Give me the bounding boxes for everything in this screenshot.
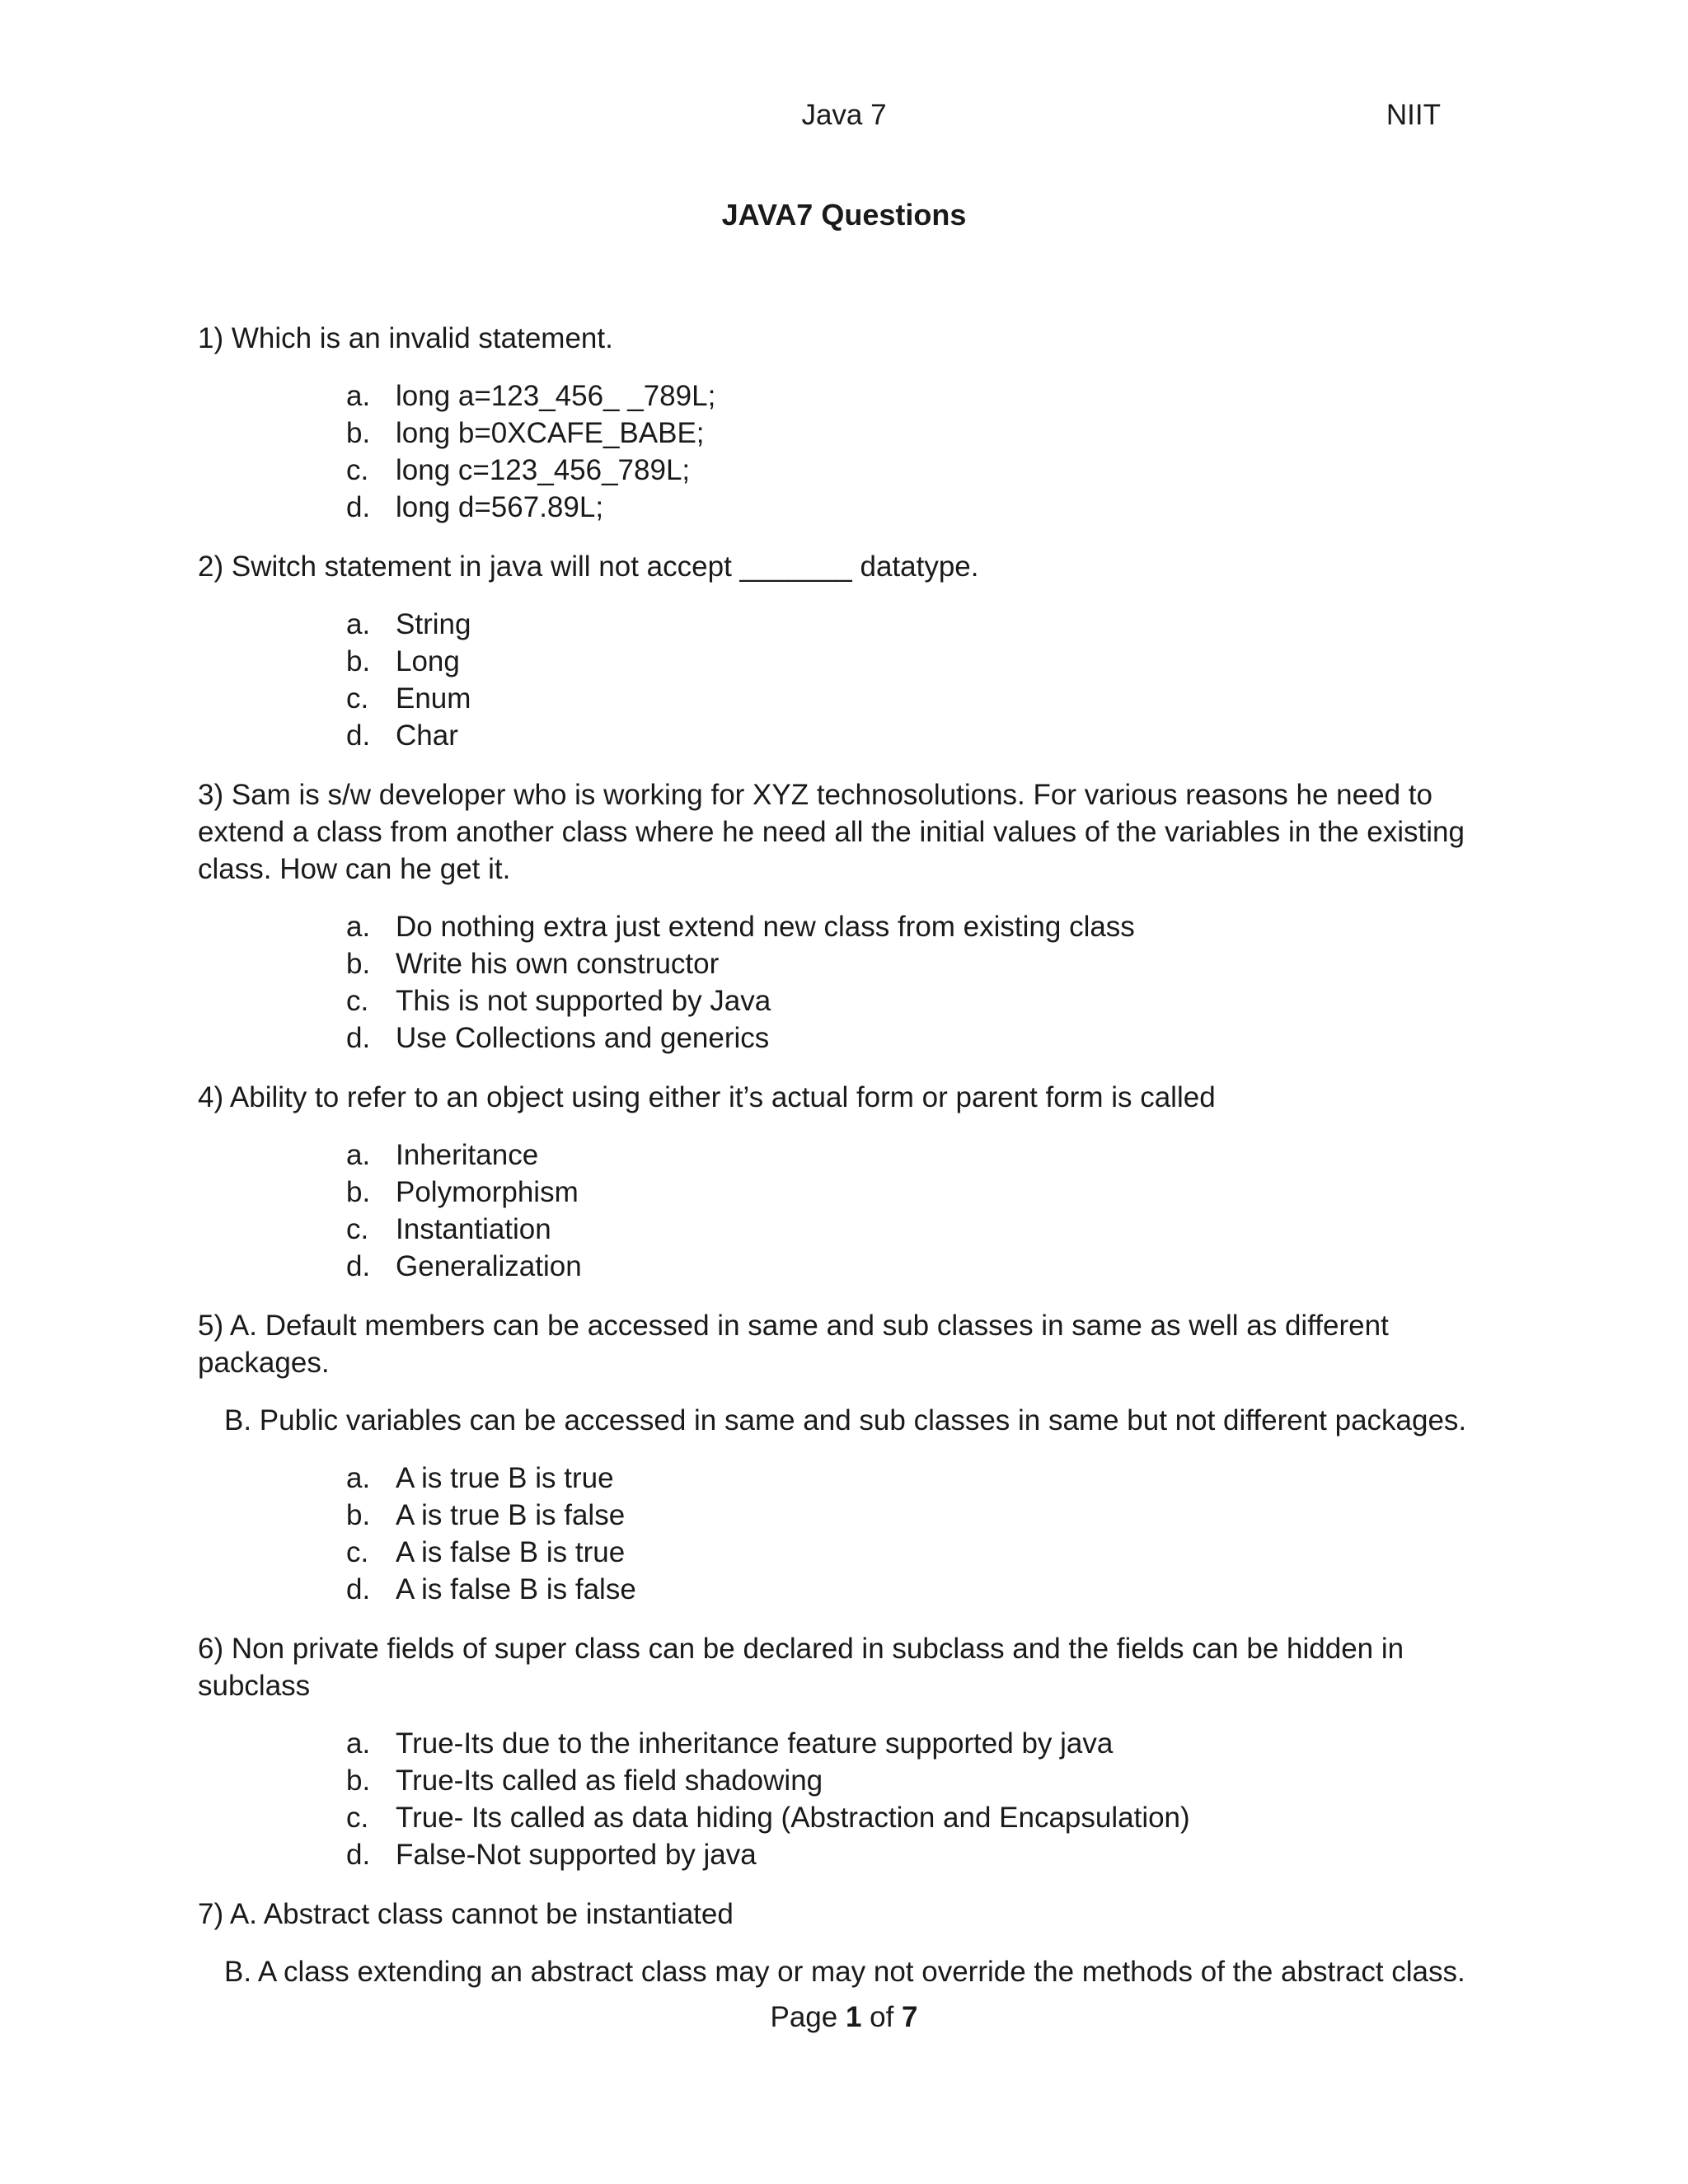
option-text: A is true B is true <box>396 1462 614 1494</box>
option-letter: c. <box>346 985 369 1017</box>
option-item <box>198 1019 1508 1057</box>
question-5: 5) A. Default members can be accessed in same and sub classes in same as well as different packages. <box>198 1310 1389 1379</box>
current-page: 1 <box>845 2001 862 2033</box>
option-letter: a. <box>346 1727 371 1760</box>
option-letter: c. <box>346 682 369 715</box>
option-letter: b. <box>346 1499 371 1531</box>
option-letter: c. <box>346 1802 369 1834</box>
options-q1 <box>198 377 1508 526</box>
option-item <box>198 452 1508 489</box>
option-item <box>198 415 1508 452</box>
options-q2 <box>198 606 1508 754</box>
option-item <box>198 1211 1508 1248</box>
option-letter: c. <box>346 1213 369 1245</box>
page-label: Page <box>770 2001 846 2033</box>
options-q3 <box>198 908 1508 1057</box>
question-7: 7) A. Abstract class cannot be instantiated <box>198 1898 734 1930</box>
option-item <box>198 1762 1508 1799</box>
option-text: Use Collections and generics <box>396 1022 770 1054</box>
option-letter: a. <box>346 608 371 640</box>
option-text: A is false B is true <box>396 1536 626 1568</box>
option-item <box>198 717 1508 754</box>
question-1: 1) Which is an invalid statement. <box>198 322 613 354</box>
page-of-label: of <box>861 2001 903 2033</box>
option-letter: d. <box>346 1022 371 1054</box>
option-text: A is true B is false <box>396 1499 626 1531</box>
page-number <box>0 1999 1688 2036</box>
option-text: Write his own constructor <box>396 948 720 980</box>
option-text: long a=123_456_ _789L; <box>396 380 716 412</box>
option-item <box>198 1248 1508 1285</box>
option-text: long d=567.89L; <box>396 491 604 523</box>
option-letter: d. <box>346 1839 371 1871</box>
options-q5 <box>198 1460 1508 1608</box>
option-item <box>198 945 1508 982</box>
option-letter: c. <box>346 1536 369 1568</box>
option-letter: b. <box>346 1176 371 1208</box>
option-item <box>198 1534 1508 1571</box>
header-institute: NIIT <box>1386 99 1441 131</box>
option-text: True- Its called as data hiding (Abstraction and Encapsulation) <box>396 1802 1190 1834</box>
option-letter: c. <box>346 454 369 486</box>
option-item <box>198 1571 1508 1608</box>
option-text: Generalization <box>396 1250 582 1282</box>
option-item <box>198 606 1508 643</box>
option-item <box>198 489 1508 526</box>
option-text: Long <box>396 645 460 677</box>
question-5-statement-b: B. Public variables can be accessed in same and sub classes in same but not different packages. <box>224 1404 1467 1436</box>
option-item <box>198 1460 1508 1497</box>
option-letter: a. <box>346 1139 371 1171</box>
option-letter: b. <box>346 645 371 677</box>
option-text: True-Its called as field shadowing <box>396 1765 823 1797</box>
option-letter: d. <box>346 1250 371 1282</box>
option-letter: b. <box>346 1765 371 1797</box>
option-text: Instantiation <box>396 1213 551 1245</box>
option-text: False-Not supported by java <box>396 1839 757 1871</box>
option-letter: a. <box>346 380 371 412</box>
option-text: long b=0XCAFE_BABE; <box>396 417 705 449</box>
option-text: True-Its due to the inheritance feature supported by java <box>396 1727 1114 1760</box>
option-item <box>198 908 1508 945</box>
option-letter: d. <box>346 1573 371 1605</box>
option-item <box>198 643 1508 680</box>
options-q4 <box>198 1137 1508 1285</box>
option-item <box>198 1836 1508 1873</box>
option-text: String <box>396 608 471 640</box>
page-title: JAVA7 Questions <box>721 198 967 232</box>
option-item <box>198 1137 1508 1174</box>
question-list <box>198 320 1508 2011</box>
option-text: Polymorphism <box>396 1176 579 1208</box>
option-text: A is false B is false <box>396 1573 636 1605</box>
total-pages: 7 <box>902 2001 918 2033</box>
option-letter: d. <box>346 719 371 752</box>
option-item <box>198 982 1508 1019</box>
option-letter: a. <box>346 911 371 943</box>
option-letter: a. <box>346 1462 371 1494</box>
option-item <box>198 1497 1508 1534</box>
option-text: This is not supported by Java <box>396 985 771 1017</box>
option-item <box>198 1174 1508 1211</box>
option-text: long c=123_456_789L; <box>396 454 691 486</box>
question-2: 2) Switch statement in java will not accept _______ datatype. <box>198 551 979 583</box>
option-letter: b. <box>346 948 371 980</box>
option-letter: d. <box>346 491 371 523</box>
option-text: Char <box>396 719 458 752</box>
option-item <box>198 377 1508 415</box>
option-item <box>198 680 1508 717</box>
options-q6 <box>198 1725 1508 1873</box>
option-letter: b. <box>346 417 371 449</box>
option-text: Do nothing extra just extend new class from existing class <box>396 911 1135 943</box>
header-course: Java 7 <box>801 99 887 131</box>
question-4: 4) Ability to refer to an object using either it’s actual form or parent form is called <box>198 1081 1216 1113</box>
option-item <box>198 1799 1508 1836</box>
option-item <box>198 1725 1508 1762</box>
question-7-statement-b: B. A class extending an abstract class may or may not override the methods of the abstract class. <box>224 1956 1465 1988</box>
option-text: Inheritance <box>396 1139 539 1171</box>
option-text: Enum <box>396 682 471 715</box>
question-3: 3) Sam is s/w developer who is working for XYZ technosolutions. For various reasons he need to extend a class from another class where he need all the initial values of the variables in the existing class. How can he get it. <box>198 779 1465 885</box>
question-6: 6) Non private fields of super class can be declared in subclass and the fields can be hidden in subclass <box>198 1633 1404 1702</box>
